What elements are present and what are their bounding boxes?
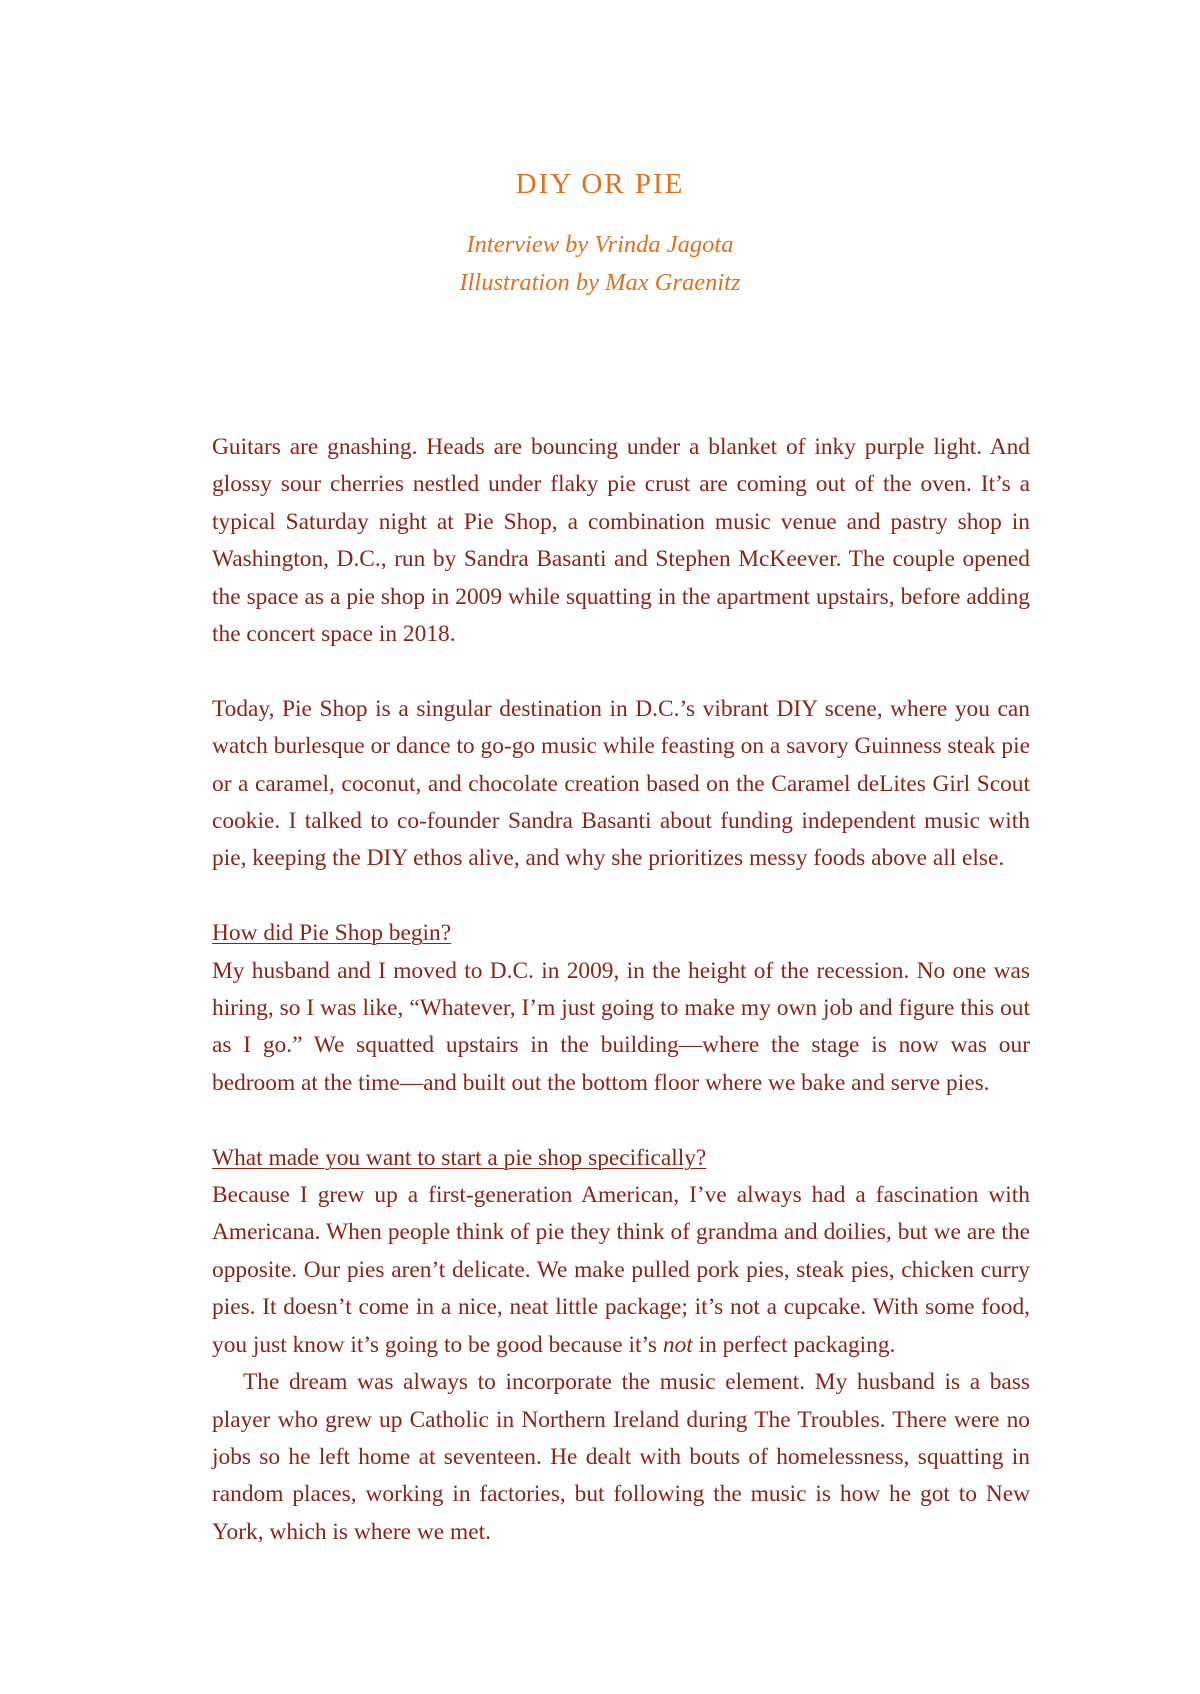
- answer-2-emphasis: not: [662, 1331, 693, 1358]
- answer-2-paragraph-1: [212, 1177, 1030, 1364]
- intro-paragraph-2: Today, Pie Shop is a singular destination in D.C.’s vibrant DIY scene, where you can watch burlesque or dance to go-go music while feasting on a savory Guinness steak pie or a caramel, coconut, and chocolate creation based on the Caramel deLites Girl Scout cookie. I talked to co-founder Sandra Basanti about funding independent music with pie, keeping the DIY ethos alive, and why she prioritizes messy foods above all else.: [212, 695, 1030, 872]
- answer-2-text-a: Because I grew up a first-generation American, I’ve always had a fascination with Americana. When people think of pie they think of grandma and doilies, but we are the opposite. Our pies aren’t delicate. We make pulled pork pies, steak pies, chicken curry pies. It doesn’t come in a nice, neat little package; it’s not a cupcake. With some food, you just know it’s going to be good because it’s: [212, 1182, 1030, 1358]
- question-1: [212, 915, 1030, 952]
- article-body: [212, 429, 1030, 1551]
- illustration-credit: Illustration by Max Graenitz: [459, 269, 741, 296]
- article-credits: [0, 226, 1200, 302]
- intro-paragraph-1: Guitars are gnashing. Heads are bouncing under a blanket of inky purple light. And glossy sour cherries nestled under flaky pie crust are coming out of the oven. It’s a typical Saturday night at Pie Shop, a combination music venue and pastry shop in Washington, D.C., run by Sandra Basanti and Stephen McKeever. The couple opened the space as a pie shop in 2009 while squatting in the apartment upstairs, before adding the concert space in 2018.: [212, 434, 1030, 648]
- article-title: DIY OR PIE: [515, 168, 685, 200]
- answer-1: My husband and I moved to D.C. in 2009, in the height of the recession. No one was hiring, so I was like, “Whatever, I’m just going to make my own job and figure this out as I go.” We squatted upstairs in the building—where the stage is now was our bedroom at the time—and built out the bottom floor where we bake and serve pies.: [212, 957, 1030, 1096]
- question-2-text: What made you want to start a pie shop specifically?: [212, 1144, 707, 1171]
- interview-credit: Interview by Vrinda Jagota: [466, 231, 734, 258]
- question-1-text: How did Pie Shop begin?: [212, 920, 452, 947]
- answer-2-paragraph-2: The dream was always to incorporate the music element. My husband is a bass player who grew up Catholic in Northern Ireland during The Troubles. There were no jobs so he left home at seventeen. He dealt with bouts of homelessness, squatting in random places, working in factories, but following the music is how he got to New York, which is where we met.: [212, 1369, 1030, 1545]
- question-2: [212, 1140, 1030, 1177]
- answer-2-text-b: in perfect packaging.: [692, 1331, 896, 1358]
